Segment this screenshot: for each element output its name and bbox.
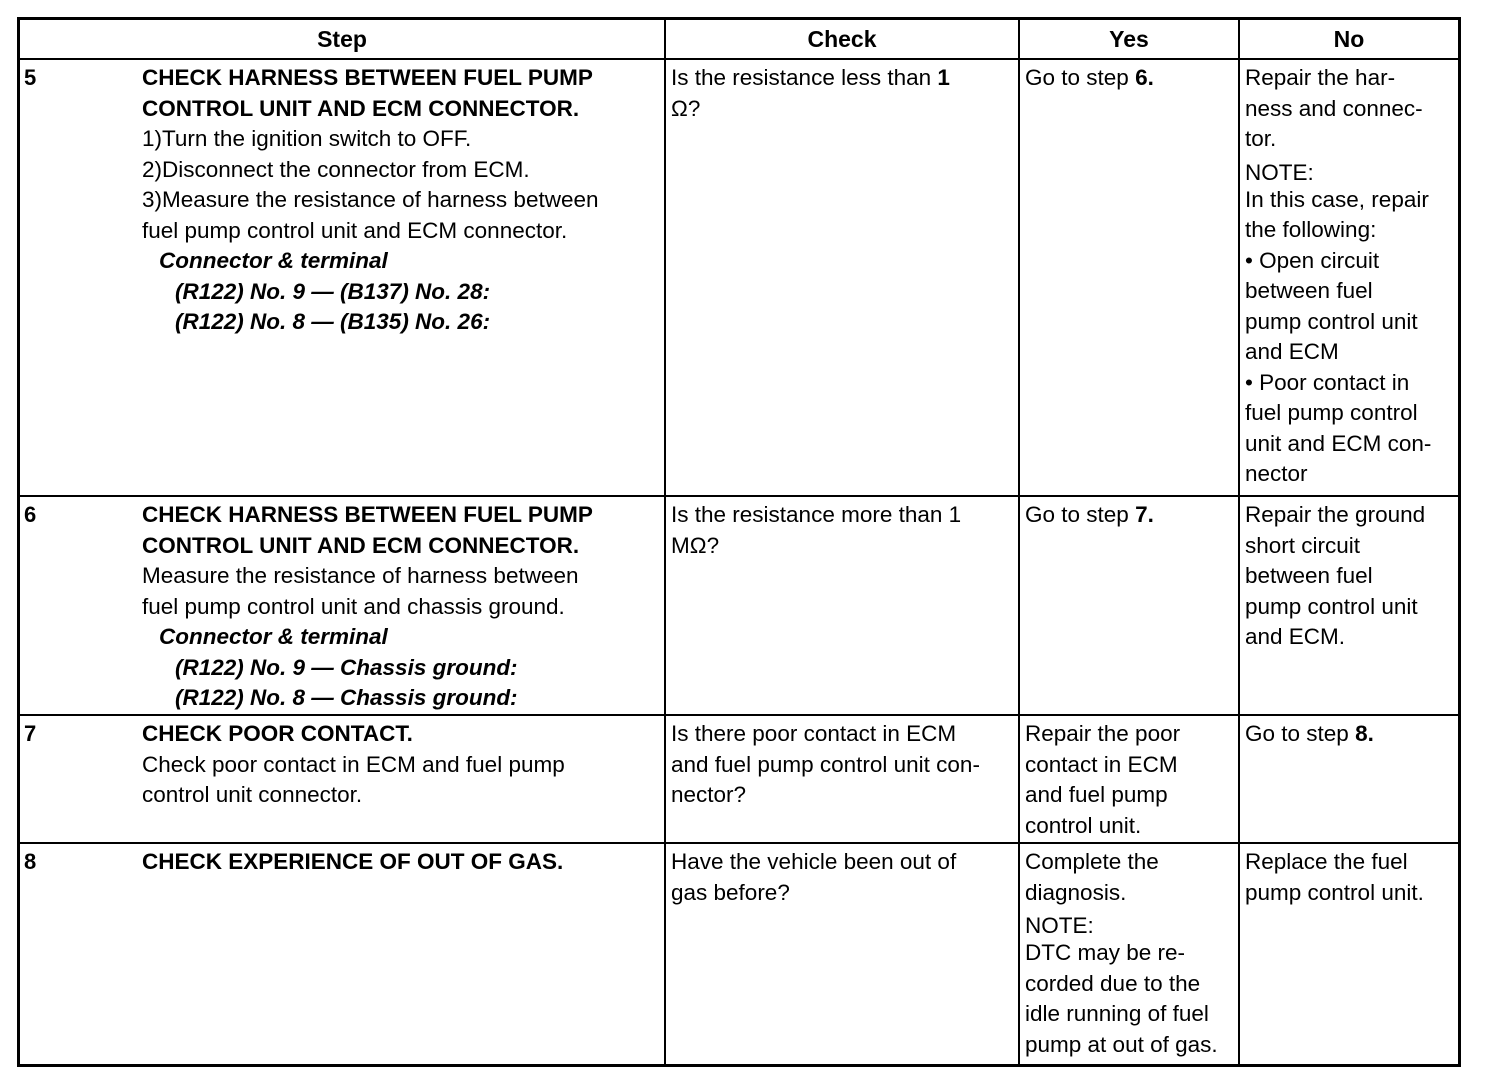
step-title: CHECK EXPERIENCE OF OUT OF GAS.	[142, 849, 564, 874]
note-text: DTC may be re-	[1025, 940, 1186, 965]
yes-text: Complete the	[1025, 849, 1159, 874]
note-text: corded due to the	[1025, 970, 1201, 996]
connector-terminal: (R122) No. 9 — Chassis ground:	[175, 654, 518, 680]
step-cell	[20, 843, 665, 1064]
no-text: short circuit	[1245, 532, 1361, 558]
no-text: ness and connec-	[1245, 95, 1423, 121]
no-cell	[1239, 843, 1458, 1064]
note-text: the following:	[1245, 217, 1377, 242]
check-text: MΩ?	[671, 532, 720, 558]
no-text: tor.	[1245, 126, 1277, 151]
step-body	[142, 60, 664, 338]
connector-terminal: (R122) No. 8 — (B135) No. 26:	[175, 309, 491, 334]
step-title: CONTROL UNIT AND ECM CONNECTOR.	[142, 95, 580, 121]
connector-terminal: (R122) No. 8 — Chassis ground:	[175, 685, 518, 710]
note-bullet: • Open circuit	[1245, 247, 1380, 273]
check-cell	[665, 843, 1019, 1064]
step-line: fuel pump control unit and ECM connector.	[142, 217, 568, 243]
yes-text: Go to step	[1025, 502, 1136, 527]
check-value: 1	[937, 65, 950, 90]
check-text: Have the vehicle been out of	[671, 849, 957, 874]
yes-cell	[1019, 715, 1239, 843]
check-cell	[665, 59, 1019, 496]
diagnostic-table	[20, 20, 1458, 1064]
step-title: CHECK HARNESS BETWEEN FUEL PUMP	[142, 65, 593, 90]
check-text: Is the resistance more than 1	[671, 502, 962, 527]
yes-cell	[1019, 843, 1239, 1064]
note-text: nector	[1245, 461, 1308, 486]
note-text: and ECM	[1245, 339, 1339, 364]
step-number: 7	[24, 721, 37, 746]
note-text: fuel pump control	[1245, 400, 1418, 425]
connector-heading: Connector & terminal	[159, 624, 388, 649]
note-text: idle running of fuel	[1025, 1001, 1209, 1026]
no-cell	[1239, 715, 1458, 843]
header-no: No	[1239, 20, 1458, 59]
yes-text: Repair the poor	[1025, 721, 1181, 746]
step-body	[142, 844, 664, 878]
no-text: pump control unit.	[1245, 879, 1424, 905]
step-line: fuel pump control unit and chassis ground.	[142, 593, 565, 619]
note-heading: NOTE:	[1245, 159, 1314, 185]
step-cell	[20, 59, 665, 496]
check-text: Is the resistance less than	[671, 65, 938, 90]
no-text: pump control unit	[1245, 593, 1418, 619]
note-text: unit and ECM con-	[1245, 430, 1432, 456]
table-row	[20, 59, 1458, 496]
connector-terminal: (R122) No. 9 — (B137) No. 28:	[175, 278, 491, 304]
note-text: pump control unit	[1245, 308, 1418, 334]
step-line: Check poor contact in ECM and fuel pump	[142, 751, 565, 777]
check-text: nector?	[671, 782, 747, 807]
step-number: 5	[24, 65, 37, 90]
no-text: between fuel	[1245, 563, 1373, 588]
no-text: Replace the fuel	[1245, 849, 1408, 874]
check-text: and fuel pump control unit con-	[671, 751, 980, 777]
step-line: control unit connector.	[142, 782, 363, 807]
no-step-ref: 8.	[1355, 721, 1374, 746]
header-yes: Yes	[1019, 20, 1239, 59]
header-row	[20, 20, 1458, 59]
header-check: Check	[665, 20, 1019, 59]
step-title: CONTROL UNIT AND ECM CONNECTOR.	[142, 532, 580, 558]
check-text: Ω?	[671, 95, 701, 121]
step-body	[142, 716, 664, 811]
note-text: between fuel	[1245, 278, 1373, 303]
note-text: In this case, repair	[1245, 186, 1429, 212]
no-text: and ECM.	[1245, 624, 1346, 649]
note-heading: NOTE:	[1025, 913, 1094, 938]
header-step: Step	[20, 20, 665, 59]
diagnostic-table-frame	[17, 17, 1461, 1067]
yes-text: diagnosis.	[1025, 879, 1127, 905]
step-title: CHECK POOR CONTACT.	[142, 721, 413, 746]
table-row	[20, 715, 1458, 843]
step-number: 8	[24, 849, 37, 874]
check-text: Is there poor contact in ECM	[671, 721, 957, 746]
note-bullet: • Poor contact in	[1245, 369, 1410, 395]
no-text: Repair the har-	[1245, 65, 1396, 90]
yes-text: contact in ECM	[1025, 751, 1178, 777]
step-line: 3)Measure the resistance of harness between	[142, 187, 599, 212]
no-cell	[1239, 496, 1458, 715]
step-line: Measure the resistance of harness between	[142, 563, 579, 588]
yes-text: and fuel pump	[1025, 782, 1168, 807]
no-text: Repair the ground	[1245, 502, 1426, 527]
no-cell	[1239, 59, 1458, 496]
yes-text: control unit.	[1025, 812, 1142, 838]
check-cell	[665, 715, 1019, 843]
yes-cell	[1019, 59, 1239, 496]
step-line: 2)Disconnect the connector from ECM.	[142, 156, 530, 182]
table-row	[20, 496, 1458, 715]
step-title: CHECK HARNESS BETWEEN FUEL PUMP	[142, 502, 593, 527]
step-line: 1)Turn the ignition switch to OFF.	[142, 126, 472, 151]
yes-step-ref: 6.	[1135, 65, 1154, 90]
check-text: gas before?	[671, 879, 790, 905]
yes-step-ref: 7.	[1135, 502, 1154, 527]
step-body	[142, 497, 664, 714]
yes-text: Go to step	[1025, 65, 1136, 90]
step-cell	[20, 496, 665, 715]
table-row	[20, 843, 1458, 1064]
connector-heading: Connector & terminal	[159, 248, 388, 273]
note-text: pump at out of gas.	[1025, 1031, 1218, 1057]
step-cell	[20, 715, 665, 843]
yes-cell	[1019, 496, 1239, 715]
check-cell	[665, 496, 1019, 715]
no-text: Go to step	[1245, 721, 1356, 746]
step-number: 6	[24, 502, 37, 527]
